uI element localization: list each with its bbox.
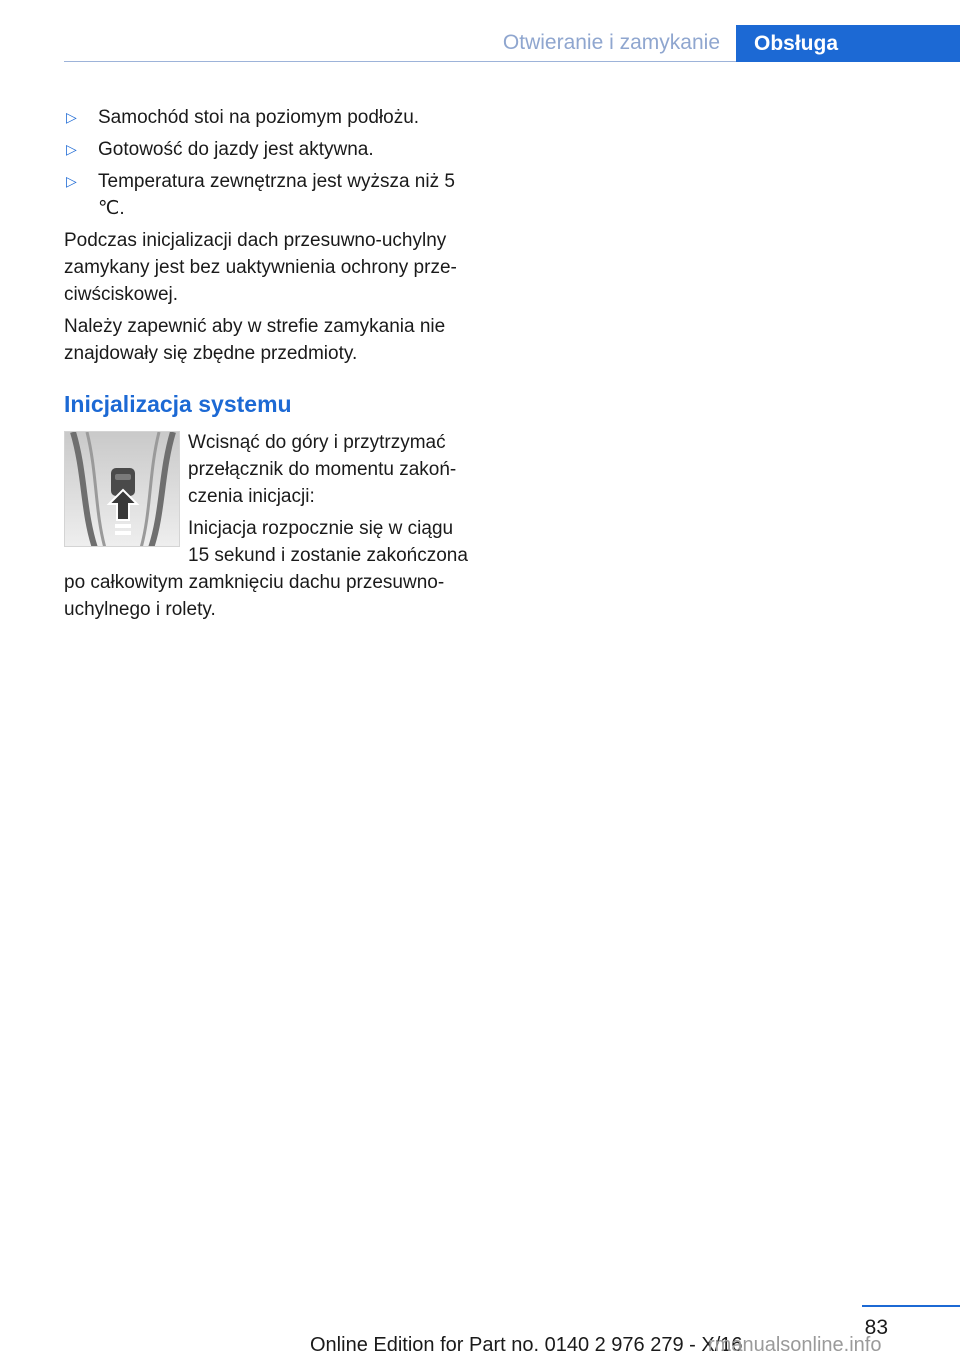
paragraph-initialization: Podczas inicjalizacji dach przesuwno-uchylny zamykany jest bez uaktywnienia ochrony przeciwściskowej. <box>64 230 457 305</box>
header-rule <box>64 61 736 62</box>
page-number: 83 <box>864 1316 888 1339</box>
chapter-tab[interactable]: Obsługa <box>736 25 960 62</box>
figure-result: Inicjacja rozpocznie się w ciągu 15 sekund i zostanie zakończona po całkowitym zamknięciu dachu przesuwno-uchylnego i rolety. <box>64 518 468 620</box>
watermark: rmanualsonline.info <box>708 1334 882 1356</box>
list-item <box>64 168 478 222</box>
list-item <box>64 104 478 131</box>
edition-footer: Online Edition for Part no. 0140 2 976 279 - X/16 <box>310 1334 743 1356</box>
list-item <box>64 136 478 163</box>
content-column <box>64 104 478 628</box>
triangle-bullet-icon: ▷ <box>66 173 77 189</box>
section-label: Otwieranie i zamykanie <box>502 31 720 54</box>
list-item-text: Samochód stoi na poziomym podłożu. <box>98 107 420 128</box>
list-item-text: Gotowość do jazdy jest aktywna. <box>98 139 374 160</box>
section-heading: Inicjalizacja systemu <box>64 391 292 417</box>
figure-instruction: Wcisnąć do góry i przytrzymać przełącznik do momentu zakończenia inicjacji: <box>188 432 457 507</box>
triangle-bullet-icon: ▷ <box>66 141 77 157</box>
paragraph-closing-area: Należy zapewnić aby w strefie zamykania nie znajdowały się zbędne przedmioty. <box>64 316 446 364</box>
footer-rule <box>862 1305 960 1307</box>
roof-switch-illustration <box>64 431 180 547</box>
bullet-list <box>64 104 478 222</box>
list-item-text: Temperatura zewnętrzna jest wyższa niż 5 ℃. <box>98 171 455 219</box>
triangle-bullet-icon: ▷ <box>66 109 77 125</box>
figure-block <box>64 429 478 628</box>
